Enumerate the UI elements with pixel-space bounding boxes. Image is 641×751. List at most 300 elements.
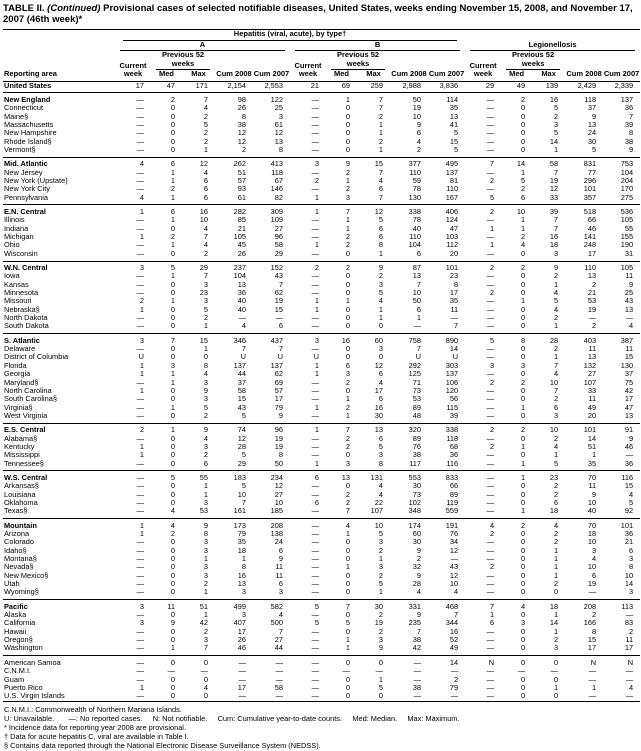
value-cell: 13 (326, 471, 357, 482)
value-cell: 0 (170, 249, 175, 258)
value-cell: 7 (278, 627, 283, 636)
value-cell: 4 (416, 137, 421, 146)
value-cell: 89 (412, 434, 421, 443)
value-cell: 12 (237, 137, 246, 146)
reporting-area-cell: Maryland§ (4, 378, 39, 387)
value-cell: 2 (465, 205, 501, 216)
reporting-area-cell: Massachusetts (4, 120, 54, 129)
value-cell: 1 (115, 205, 151, 216)
value-cell: — (311, 530, 319, 538)
value-cell: 25 (624, 289, 634, 298)
value-cell: — (311, 627, 319, 636)
value-cell: — (465, 471, 501, 482)
value-cell: 104 (620, 168, 634, 177)
value-cell: 0 (170, 611, 175, 620)
value-cell: 1 (345, 644, 350, 653)
value-cell: — (486, 297, 495, 306)
value-cell: 2 (203, 580, 208, 589)
value-cell: 53 (199, 507, 208, 516)
value-cell: 13 (587, 272, 597, 281)
value-cell: 320 (390, 423, 428, 434)
value-cell: — (136, 241, 144, 250)
value-cell: 2 (345, 233, 350, 241)
value-cell: — (486, 482, 495, 491)
value-cell: 30 (412, 482, 421, 491)
value-cell: — (311, 555, 319, 564)
value-cell: 110 (409, 233, 421, 241)
table-title (3, 3, 640, 25)
value-cell: 2 (416, 145, 421, 154)
value-cell: 1 (520, 507, 526, 516)
value-cell: 11 (625, 636, 634, 645)
value-cell: 0 (520, 395, 526, 404)
value-cell: 11 (275, 563, 283, 572)
table-body (3, 81, 640, 701)
value-cell: 6 (591, 571, 597, 580)
value-cell: 31 (624, 249, 634, 258)
value-cell: 174 (390, 519, 428, 530)
value-cell: — (136, 395, 144, 404)
value-cell: 2 (416, 555, 421, 564)
value-cell: 9 (591, 490, 597, 499)
value-cell: 13 (357, 423, 390, 434)
value-cell: 0 (170, 145, 175, 154)
value-cell: 118 (446, 434, 459, 443)
value-cell: 4 (532, 519, 565, 530)
value-cell: 0 (553, 692, 559, 701)
value-cell: N (565, 656, 603, 667)
table-row (3, 157, 640, 168)
value-cell: 2 (628, 627, 634, 636)
value-cell: 130 (408, 193, 421, 202)
value-cell: 10 (587, 498, 597, 507)
value-cell: 2 (378, 627, 383, 636)
value-cell: 5 (151, 261, 182, 272)
value-cell: 1 (203, 482, 208, 491)
value-cell: 2 (501, 423, 532, 434)
value-cell: 109 (270, 216, 283, 225)
value-cell: 13 (587, 120, 597, 129)
value-cell: 101 (603, 519, 640, 530)
value-cell: — (136, 216, 144, 225)
value-cell: 24 (274, 538, 283, 547)
value-cell: 0 (170, 636, 175, 645)
value-cell: U (138, 353, 144, 362)
value-cell: 2 (314, 176, 319, 185)
value-cell: 61 (237, 193, 246, 202)
value-cell: — (486, 120, 495, 129)
footnote-line: § Contains data reported through the National Electronic Disease Surveillance System (NEDSS). (4, 740, 321, 750)
value-cell: 43 (624, 297, 634, 306)
value-cell: 3 (139, 619, 144, 628)
hepatitis-a-header: A (115, 41, 290, 52)
value-cell: 1 (314, 459, 319, 468)
table-row (3, 289, 640, 297)
value-cell: 3 (489, 361, 495, 370)
value-cell: 3 (378, 563, 383, 572)
value-cell: 17 (624, 395, 634, 404)
value-cell: 3 (553, 644, 559, 653)
value-cell: 0 (170, 353, 175, 362)
value-cell: — (486, 168, 495, 177)
value-cell: 0 (345, 611, 350, 620)
value-cell: — (311, 224, 319, 233)
value-cell: 16 (237, 571, 246, 580)
value-cell: 500 (270, 619, 283, 628)
value-cell: 7 (465, 600, 501, 611)
value-cell: 1 (378, 314, 383, 323)
value-cell: 36 (624, 530, 634, 538)
value-cell: 6 (416, 129, 421, 138)
value-cell: 36 (237, 289, 246, 298)
value-cell: 9 (278, 411, 283, 420)
value-cell: — (486, 314, 495, 323)
value-cell: 0 (520, 563, 526, 572)
value-cell: 1 (553, 546, 559, 555)
value-cell: 8 (628, 129, 634, 138)
value-cell: 9 (203, 386, 208, 395)
value-cell: 104 (233, 272, 246, 281)
value-cell: 116 (446, 459, 459, 468)
value-cell: 753 (603, 157, 640, 168)
value-cell: 1 (203, 322, 208, 331)
value-cell: 3 (553, 249, 559, 258)
value-cell: — (215, 656, 253, 667)
value-cell: 37 (624, 370, 634, 379)
value-cell: 10 (199, 216, 208, 225)
value-cell: 7 (628, 112, 634, 121)
value-cell: 5 (151, 471, 182, 482)
value-cell: — (625, 611, 634, 620)
value-cell: 0 (520, 386, 526, 395)
value-cell: 20 (587, 411, 597, 420)
value-cell: 2 (345, 434, 350, 443)
table-row (3, 580, 640, 588)
value-cell: 2 (203, 129, 208, 138)
value-cell: 6 (203, 459, 208, 468)
value-cell: — (486, 370, 495, 379)
value-cell: — (136, 289, 144, 298)
value-cell: — (486, 683, 495, 692)
value-cell: 37 (587, 104, 597, 113)
value-cell: — (486, 305, 495, 314)
value-cell: — (311, 185, 319, 194)
value-cell: 5 (241, 411, 246, 420)
reporting-area-cell: Hawaii (4, 627, 27, 636)
value-cell: 7 (553, 168, 559, 177)
value-cell: — (450, 555, 459, 564)
value-cell: 1 (553, 451, 559, 460)
value-cell: 75 (624, 378, 634, 387)
value-cell: 39 (532, 205, 565, 216)
value-cell: 15 (624, 353, 634, 362)
value-cell: — (486, 636, 495, 645)
value-cell: — (311, 120, 319, 129)
table-row (3, 225, 640, 233)
reporting-area-cell: Mississippi (4, 451, 40, 460)
value-cell: 2 (553, 345, 559, 354)
value-cell: — (486, 249, 495, 258)
table-row (3, 370, 640, 378)
reporting-area-cell: Iowa (4, 272, 20, 281)
reporting-area-cell: Guam (4, 675, 25, 684)
value-cell: — (311, 104, 319, 113)
value-cell: 6 (553, 403, 559, 412)
value-cell: 1 (591, 683, 597, 692)
value-cell: 115 (446, 403, 459, 412)
value-cell: 58 (274, 683, 283, 692)
table-row (3, 272, 640, 280)
table-row (3, 205, 640, 216)
value-cell: 0 (520, 345, 526, 354)
value-cell: — (450, 314, 459, 323)
value-cell: U (415, 353, 421, 362)
value-cell: 4 (553, 442, 559, 451)
value-cell: 1 (290, 205, 326, 216)
value-cell: 1 (139, 361, 144, 370)
value-cell: 8 (378, 241, 383, 250)
value-cell: 10 (449, 580, 459, 589)
value-cell: 33 (549, 193, 559, 202)
value-cell: 1 (345, 411, 350, 420)
value-cell: 437 (253, 334, 290, 345)
value-cell: 3 (378, 636, 383, 645)
value-cell: — (517, 667, 526, 676)
value-cell: 2 (139, 297, 144, 306)
value-cell: 3 (203, 280, 208, 289)
value-cell: 758 (390, 334, 428, 345)
value-cell: 1 (314, 370, 319, 379)
value-cell: 1 (520, 297, 526, 306)
value-cell: 237 (215, 261, 253, 272)
value-cell: 0 (520, 588, 526, 597)
value-cell: 204 (620, 176, 634, 185)
value-cell: 49 (516, 81, 526, 90)
value-cell: 130 (620, 361, 634, 370)
value-cell: 9 (628, 434, 634, 443)
value-cell: 0 (170, 289, 175, 298)
value-cell: — (311, 289, 319, 298)
value-cell: 0 (170, 120, 175, 129)
value-cell: 59 (412, 176, 421, 185)
value-cell: 6 (203, 176, 208, 185)
value-cell: 1 (378, 249, 383, 258)
value-cell: 3 (345, 370, 350, 379)
value-cell: 282 (215, 205, 253, 216)
value-cell: 40 (412, 224, 421, 233)
value-cell: — (290, 656, 326, 667)
value-cell: 4 (203, 168, 208, 177)
reporting-area-cell: Alabama§ (4, 434, 38, 443)
value-cell: 38 (237, 120, 246, 129)
value-cell: 43 (449, 563, 459, 572)
value-cell: 0 (520, 104, 526, 113)
value-cell: 0 (378, 322, 383, 331)
value-cell: 8 (501, 334, 532, 345)
value-cell: 0 (345, 280, 350, 289)
value-cell: — (588, 675, 597, 684)
value-cell: 7 (378, 104, 383, 113)
reporting-area-cell: New Jersey (4, 168, 43, 177)
value-cell: 2 (290, 261, 326, 272)
value-cell: 8 (241, 563, 246, 572)
value-cell: 0 (170, 280, 175, 289)
value-cell: 110 (565, 261, 603, 272)
value-cell: 78 (412, 185, 421, 194)
value-cell: 1 (170, 272, 175, 281)
value-cell: 0 (520, 145, 526, 154)
value-cell: 106 (445, 378, 459, 387)
value-cell: 89 (412, 403, 421, 412)
value-cell: 0 (520, 675, 526, 684)
value-cell: 4 (553, 289, 559, 298)
value-cell: 0 (520, 137, 526, 146)
table-row (3, 138, 640, 146)
value-cell: — (375, 667, 383, 676)
value-cell: 22 (374, 498, 383, 507)
value-cell: 1 (520, 442, 526, 451)
value-cell: 14 (549, 619, 559, 628)
value-cell: 38 (624, 137, 634, 146)
value-cell: 1 (591, 451, 597, 460)
value-cell: 0 (170, 305, 175, 314)
value-cell: 7 (553, 224, 559, 233)
value-cell: 0 (170, 104, 175, 113)
value-cell: 1 (520, 168, 526, 177)
value-cell: 7 (453, 611, 459, 620)
value-cell: 7 (465, 157, 501, 168)
value-cell: 11 (588, 345, 597, 354)
value-cell: 2 (345, 498, 350, 507)
value-cell: — (311, 434, 319, 443)
table-row (3, 233, 640, 241)
value-cell: 0 (170, 546, 175, 555)
reporting-area-cell: New England (3, 93, 115, 104)
value-cell: N (465, 656, 501, 667)
value-cell: 2 (520, 233, 526, 241)
value-cell: 2 (553, 112, 559, 121)
value-cell: 0 (553, 675, 559, 684)
value-cell: 47 (166, 81, 175, 90)
value-cell: 1 (553, 322, 559, 331)
value-cell: 9 (326, 157, 357, 168)
value-cell: 0 (345, 451, 350, 460)
value-cell: — (486, 411, 495, 420)
value-cell: — (136, 482, 144, 491)
value-cell: 13 (274, 137, 283, 146)
value-cell: 61 (274, 120, 283, 129)
value-cell: 3 (203, 636, 208, 645)
value-cell: — (136, 120, 144, 129)
value-cell: 19 (412, 104, 421, 113)
value-cell: 3 (203, 297, 208, 306)
value-cell: 1 (489, 224, 495, 233)
value-cell: 2 (378, 272, 383, 281)
value-cell: 1 (139, 305, 144, 314)
value-cell: 2 (489, 176, 495, 185)
value-cell: 4 (465, 519, 501, 530)
value-cell: — (486, 459, 495, 468)
value-cell: — (136, 627, 144, 636)
value-cell: 67 (274, 176, 283, 185)
value-cell: 6 (416, 249, 421, 258)
value-cell: 9 (628, 145, 634, 154)
cum-2008-header: Cum 2008 (215, 51, 253, 81)
value-cell: 0 (345, 314, 350, 323)
value-cell: 3 (203, 538, 208, 547)
reporting-area-cell: West Virginia (4, 411, 48, 420)
value-cell: 3 (203, 395, 208, 404)
value-cell: 4 (378, 490, 383, 499)
value-cell: 79 (237, 530, 246, 538)
reporting-area-cell: Indiana (4, 224, 29, 233)
footnote-line: * Incidence data for reporting year 2008 are provisional. (4, 722, 187, 732)
value-cell: 0 (345, 305, 350, 314)
value-cell: 102 (408, 498, 421, 507)
value-cell: — (625, 675, 634, 684)
previous-52-weeks-header: Previous 52 weeks (326, 51, 390, 70)
reporting-area-cell: Tennessee§ (4, 459, 44, 468)
value-cell: 12 (237, 129, 246, 138)
footnote-line: C.N.M.I.: Commonwealth of Northern Mariana Islands. (4, 704, 182, 714)
table-row (3, 460, 640, 471)
value-cell: 57 (237, 176, 246, 185)
reporting-area-cell: Alaska (4, 611, 27, 620)
value-cell: 55 (624, 224, 634, 233)
value-cell: 3 (203, 498, 208, 507)
reporting-area-cell: C.N.M.I. (4, 667, 32, 676)
value-cell: 234 (253, 471, 290, 482)
value-cell: 0 (203, 353, 208, 362)
value-cell: — (486, 580, 495, 589)
reporting-area-cell: U.S. Virgin Islands (4, 692, 65, 701)
value-cell: 10 (624, 571, 634, 580)
value-cell: 71 (412, 378, 421, 387)
table-row (3, 322, 640, 333)
value-cell: 0 (520, 627, 526, 636)
value-cell: 137 (270, 361, 283, 370)
value-cell: 1 (151, 423, 182, 434)
value-cell: 1 (241, 555, 246, 564)
value-cell: 1 (203, 611, 208, 620)
reporting-area-header: Reporting area (3, 30, 115, 82)
value-cell: — (275, 314, 283, 323)
value-cell: 1 (203, 490, 208, 499)
value-cell: 17 (237, 627, 246, 636)
reporting-area-cell: United States (4, 81, 52, 90)
value-cell: 2 (345, 378, 350, 387)
table-row (3, 547, 640, 555)
value-cell: 16 (532, 93, 565, 104)
value-cell: — (486, 667, 495, 676)
value-cell: — (588, 692, 597, 701)
value-cell: 5 (203, 305, 208, 314)
value-cell: 42 (624, 386, 634, 395)
value-cell: 23 (532, 471, 565, 482)
value-cell: 10 (237, 490, 246, 499)
table-row (3, 491, 640, 499)
table-row (3, 177, 640, 185)
max-header: Max (532, 70, 565, 81)
value-cell: 0 (520, 112, 526, 121)
value-cell: 1 (345, 530, 350, 538)
value-cell: 70 (565, 519, 603, 530)
value-cell: — (486, 546, 495, 555)
value-cell: 5 (241, 482, 246, 491)
value-cell: 89 (449, 490, 459, 499)
value-cell: 1 (416, 314, 421, 323)
value-cell: 6 (290, 471, 326, 482)
